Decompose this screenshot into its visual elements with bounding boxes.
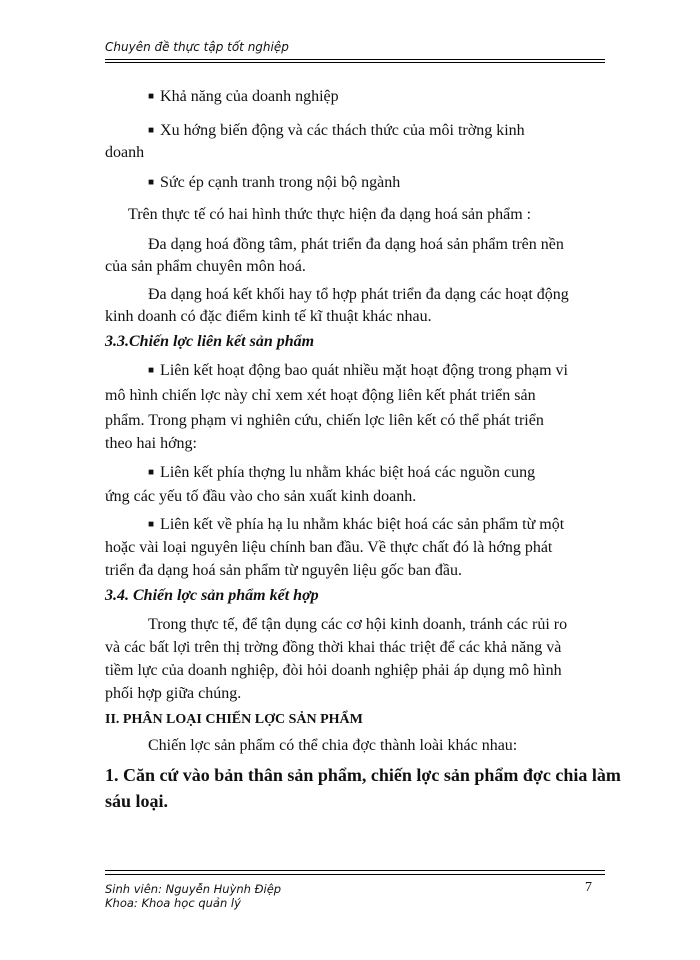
paragraph-line: kinh doanh có đặc điểm kinh tế kĩ thuật khác nhau. bbox=[105, 308, 432, 325]
bullet-icon: ■ bbox=[148, 365, 155, 376]
bullet-item: ■ Liên kết hoạt động bao quát nhiều mặt hoạt động trong phạm vi bbox=[148, 360, 643, 382]
paragraph-line: theo hai hớng: bbox=[105, 435, 197, 452]
header-rule bbox=[105, 59, 605, 60]
header-rule-thin bbox=[105, 62, 605, 63]
footer-faculty: Khoa: Khoa học quản lý bbox=[105, 896, 241, 910]
bullet-item: ■ Liên kết về phía hạ lu nhằm khác biệt hoá các sản phẩm từ một bbox=[148, 514, 643, 536]
bullet-item: ■ Xu hớng biến động và các thách thức của môi trờng kinh bbox=[148, 120, 643, 142]
paragraph-line: triển đa dạng hoá sản phẩm từ nguyên liệu gốc ban đầu. bbox=[105, 562, 463, 579]
bullet-icon: ■ bbox=[148, 91, 155, 102]
paragraph-line: của sản phẩm chuyên môn hoá. bbox=[105, 258, 306, 275]
section-heading: 3.4. Chiến lợc sản phẩm kết hợp bbox=[105, 587, 319, 604]
bullet-icon: ■ bbox=[148, 519, 155, 530]
bullet-item-continuation: doanh bbox=[105, 144, 145, 161]
paragraph-line: hoặc vài loại nguyên liệu chính ban đầu. Về thực chất đó là hớng phát bbox=[105, 539, 553, 556]
bullet-item: ■ Liên kết phía thợng lu nhằm khác biệt hoá các nguồn cung bbox=[148, 462, 643, 484]
bullet-icon: ■ bbox=[148, 177, 155, 188]
paragraph-line: mô hình chiến lợc này chỉ xem xét hoạt động liên kết phát triển sản bbox=[105, 387, 536, 404]
section-heading: 3.3.Chiến lợc liên kết sản phẩm bbox=[105, 333, 315, 350]
paragraph-line: ứng các yếu tố đầu vào cho sản xuất kinh doanh. bbox=[105, 488, 417, 505]
paragraph-line: Đa dạng hoá đồng tâm, phát triển đa dạng hoá sản phẩm trên nền bbox=[148, 236, 564, 253]
paragraph-line: Trong thực tế, để tận dụng các cơ hội kinh doanh, tránh các rủi ro bbox=[148, 616, 568, 633]
bullet-item: ■ Khả năng của doanh nghiệp bbox=[148, 86, 643, 108]
paragraph-line: tiềm lực của doanh nghiệp, đòi hỏi doanh nghiệp phải áp dụng mô hình bbox=[105, 662, 562, 679]
footer-rule-thin bbox=[105, 874, 605, 875]
header-title: Chuyên đề thực tập tốt nghiệp bbox=[105, 40, 289, 54]
page-number: 7 bbox=[585, 880, 592, 895]
footer-student: Sinh viên: Nguyễn Huỳnh Điệp bbox=[105, 882, 282, 896]
numbered-heading-line: sáu loại. bbox=[105, 791, 169, 811]
paragraph-line: phẩm. Trong phạm vi nghiên cứu, chiến lợc liên kết có thể phát triển bbox=[105, 412, 544, 429]
part-heading: II. PHÂN LOẠI CHIẾN LỢC SẢN PHẨM bbox=[105, 712, 363, 727]
paragraph: Chiến lợc sản phẩm có thể chia đợc thành loài khác nhau: bbox=[148, 737, 518, 754]
numbered-heading-line: 1. Căn cứ vào bản thân sản phẩm, chiến lợc sản phẩm đợc chia làm bbox=[105, 765, 621, 785]
paragraph: Trên thực tế có hai hình thức thực hiện đa dạng hoá sản phẩm : bbox=[128, 206, 532, 223]
paragraph-line: phối hợp giữa chúng. bbox=[105, 685, 242, 702]
numbered-heading bbox=[105, 762, 621, 814]
paragraph-line: Đa dạng hoá kết khối hay tổ hợp phát triển đa dạng các hoạt động bbox=[148, 286, 569, 303]
bullet-item: ■ Sức ép cạnh tranh trong nội bộ ngành bbox=[148, 172, 643, 194]
footer-rule bbox=[105, 870, 605, 871]
paragraph-line: và các bất lợi trên thị trờng đồng thời khai thác triệt để các khả năng và bbox=[105, 639, 562, 656]
bullet-icon: ■ bbox=[148, 467, 155, 478]
bullet-icon: ■ bbox=[148, 125, 155, 136]
